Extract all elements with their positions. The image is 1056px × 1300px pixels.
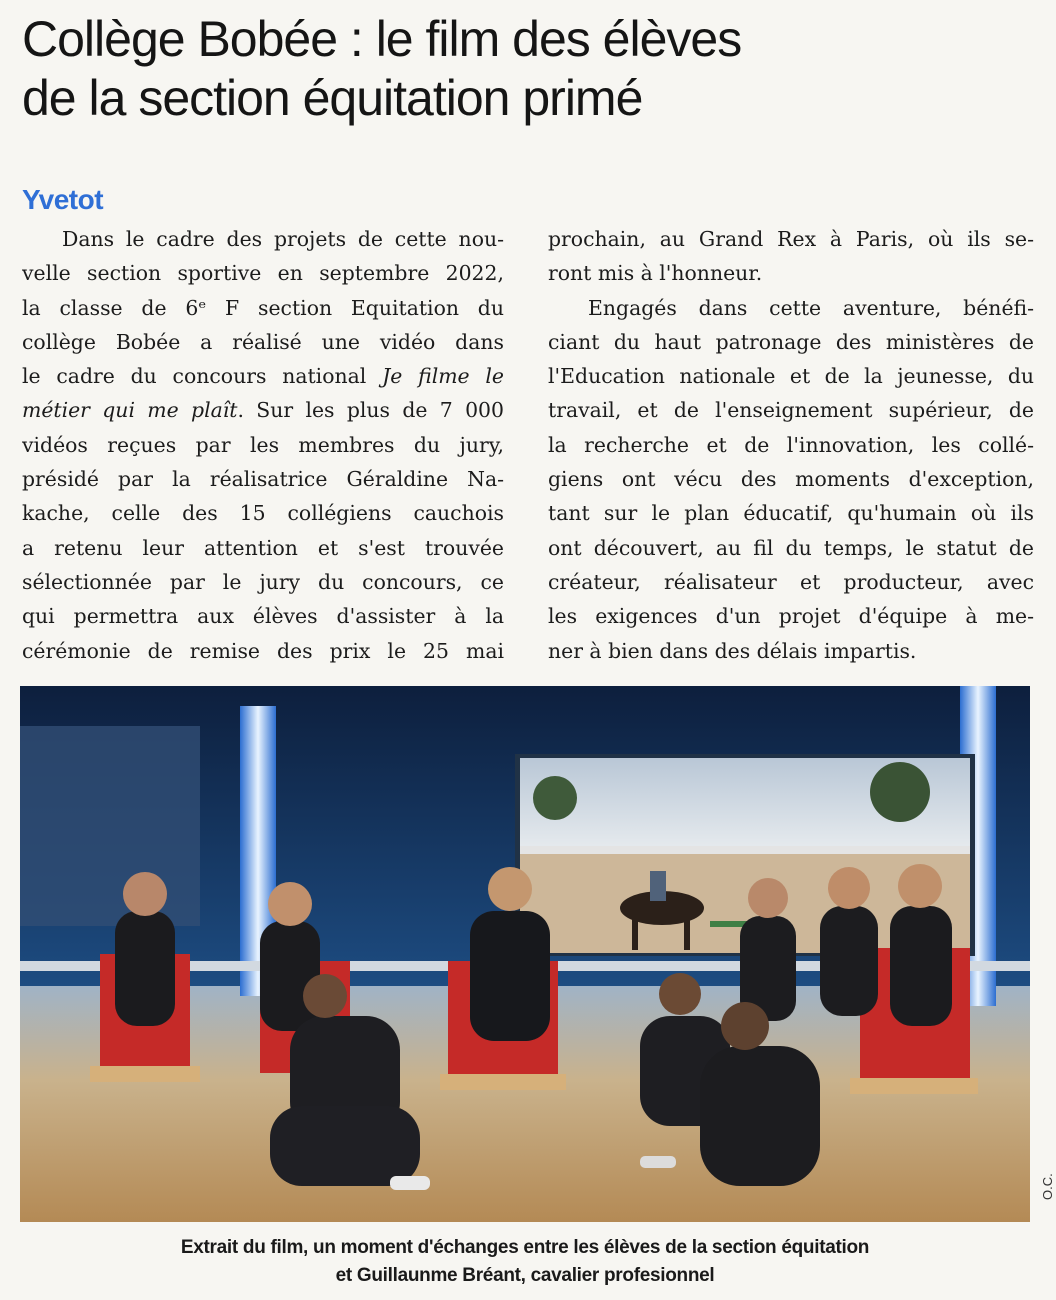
text-line-mixed xyxy=(22,393,504,427)
text-line: présidé par la réalisatrice Géraldine Na- xyxy=(22,467,504,492)
text-line: les exigences d'un projet d'équipe à me- xyxy=(548,604,1034,629)
text-line: travail, et de l'enseignement supérieur, de xyxy=(548,398,1034,423)
person-guest xyxy=(470,911,550,1041)
text-line: l'Education nationale et de la jeunesse, du xyxy=(548,364,1034,389)
italic-title: Je filme le xyxy=(382,364,504,389)
text-line: giens ont vécu des moments d'exception, xyxy=(548,467,1034,492)
text-line-mixed xyxy=(22,359,504,393)
text-line: Engagés dans cette aventure, bénéfi- xyxy=(588,295,1034,320)
headline xyxy=(22,10,1032,128)
horse-leg xyxy=(684,918,690,950)
person-head xyxy=(488,867,532,911)
text-line: vidéos reçues par les membres du jury, xyxy=(22,432,504,457)
chair-frame xyxy=(440,1074,566,1090)
article-column-1 xyxy=(22,222,504,668)
person-head xyxy=(898,864,942,908)
text-line: collège Bobée a réalisé une vidéo dans xyxy=(22,329,504,354)
text-line: ner à bien dans des délais impartis. xyxy=(548,638,917,663)
person xyxy=(890,906,952,1026)
text-line: ciant du haut patronage des ministères de xyxy=(548,329,1034,354)
caption-line-2: et Guillaunme Bréant, cavalier profesionnel xyxy=(335,1265,715,1286)
person-seated xyxy=(270,1106,420,1186)
location-label: Yvetot xyxy=(22,184,104,215)
person-head xyxy=(268,882,312,926)
text-line: kache, celle des 15 collégiens cauchois xyxy=(22,501,504,526)
person-head xyxy=(721,1002,769,1050)
headline-line-2: de la section équitation primé xyxy=(22,70,643,126)
shoe xyxy=(390,1176,430,1190)
person xyxy=(260,921,320,1031)
photo-credit: O.C. xyxy=(1040,1173,1055,1200)
text-segment: . Sur les plus de 7 000 xyxy=(237,398,504,423)
chair-frame xyxy=(90,1066,200,1082)
text-line: tant sur le plan éducatif, qu'humain où ils xyxy=(548,501,1034,526)
person xyxy=(820,906,878,1016)
text-line: ont découvert, au fil du temps, le statut de xyxy=(548,535,1034,560)
text-line: créateur, réalisateur et producteur, avec xyxy=(548,569,1034,594)
photo xyxy=(20,686,1030,1222)
text-line: Dans le cadre des projets de cette nou- xyxy=(62,227,504,251)
text-line: velle section sportive en septembre 2022, xyxy=(22,261,504,286)
text-line: la recherche et de l'innovation, les collé- xyxy=(548,432,1034,457)
text-line: a retenu leur attention et s'est trouvée xyxy=(22,535,504,560)
text-line: prochain, au Grand Rex à Paris, où ils se- xyxy=(548,227,1034,251)
chair-frame xyxy=(850,1078,978,1094)
caption-line-1: Extrait du film, un moment d'échanges entre les élèves de la section équitation xyxy=(180,1237,870,1258)
person-head xyxy=(828,867,870,909)
text-line: qui permettra aux élèves d'assister à la xyxy=(22,604,504,629)
photo-illustration xyxy=(20,686,1030,1222)
text-line: cérémonie de remise des prix le 25 mai xyxy=(22,638,504,663)
article-column-2 xyxy=(548,222,1034,668)
horse-leg xyxy=(632,918,638,950)
italic-title: métier qui me plaît xyxy=(22,398,238,423)
shoe xyxy=(640,1156,676,1168)
text-line: sélectionnée par le jury du concours, ce xyxy=(22,569,504,594)
person-head xyxy=(123,872,167,916)
person-head xyxy=(659,973,701,1015)
tree xyxy=(533,776,577,820)
photo-caption xyxy=(20,1234,1030,1290)
rider xyxy=(650,871,666,901)
person-seated xyxy=(700,1046,820,1186)
tree xyxy=(870,762,930,822)
text-line: la classe de 6ᵉ F section Equitation du xyxy=(22,295,504,320)
headline-line-1: Collège Bobée : le film des élèves xyxy=(22,11,742,67)
person-head xyxy=(748,878,788,918)
text-line: ront mis à l'honneur. xyxy=(548,261,763,286)
arena-fence xyxy=(520,846,970,854)
person-head xyxy=(303,974,347,1018)
person xyxy=(115,911,175,1026)
text-segment: le cadre du concours national xyxy=(22,364,383,389)
left-monitor-wall xyxy=(20,726,200,926)
